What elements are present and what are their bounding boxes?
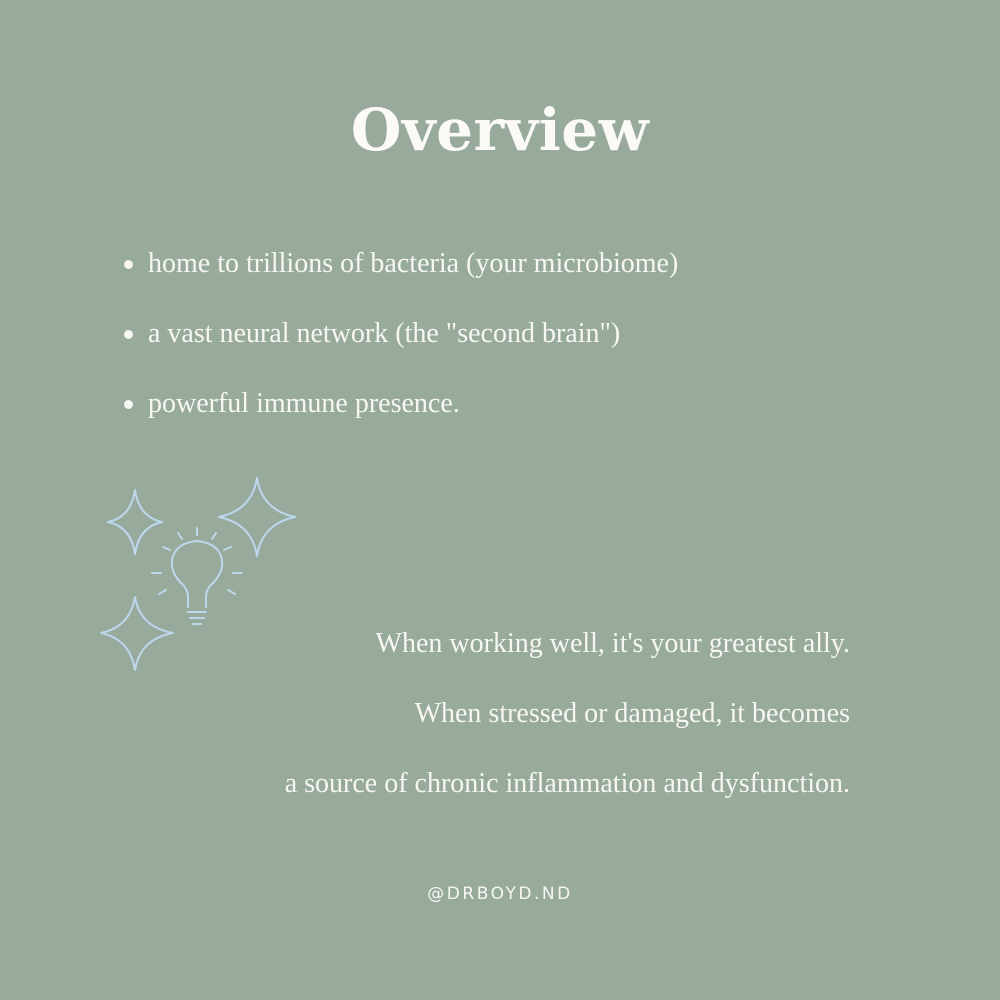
bullet-dot <box>124 400 133 409</box>
bullet-text: a vast neural network (the "second brain") <box>148 318 621 349</box>
sparkle-icon <box>101 597 173 670</box>
bullet-dot <box>124 260 133 269</box>
closing-statement <box>285 620 850 830</box>
sparkle-icon <box>219 478 295 556</box>
statement-line: When stressed or damaged, it becomes <box>414 698 850 729</box>
statement-line: When working well, it's your greatest ally. <box>375 628 850 659</box>
list-item <box>122 310 678 380</box>
sparkle-icon <box>108 490 162 554</box>
social-handle: @DRBOYD.ND <box>427 884 573 904</box>
statement-line: a source of chronic inflammation and dysfunction. <box>284 768 850 799</box>
decorative-illustration <box>95 470 305 680</box>
bullet-text: powerful immune presence. <box>148 388 460 419</box>
bullet-list <box>122 240 678 450</box>
lightbulb-icon <box>152 528 242 624</box>
page-title: Overview <box>350 96 650 164</box>
list-item <box>122 240 678 310</box>
bullet-dot <box>124 330 133 339</box>
bullet-text: home to trillions of bacteria (your microbiome) <box>148 248 679 279</box>
list-item <box>122 380 678 450</box>
